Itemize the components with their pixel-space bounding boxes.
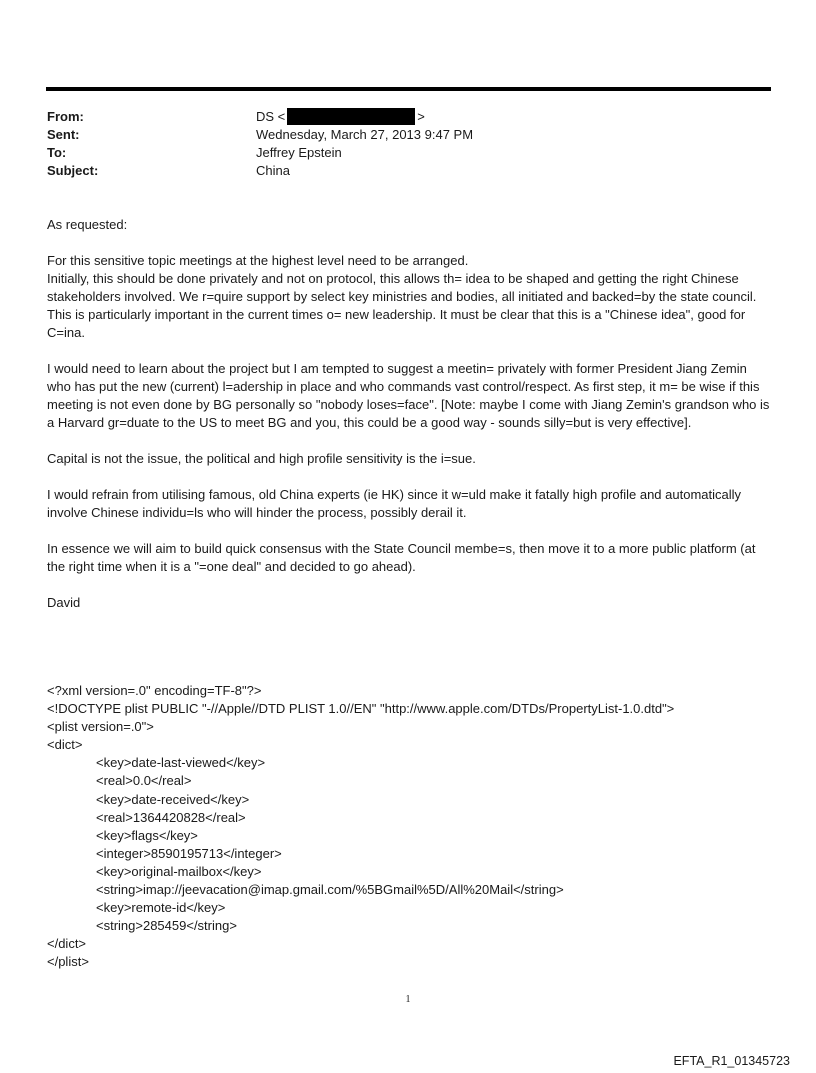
document-id: EFTA_R1_01345723 <box>673 1054 790 1068</box>
plist-line: <real>1364420828</real> <box>96 809 246 825</box>
from-name: DS < <box>256 109 286 124</box>
from-label: From: <box>47 109 84 124</box>
plist-line: <?xml version=.0" encoding=TF-8"?> <box>47 683 262 698</box>
to-value: Jeffrey Epstein <box>256 145 342 160</box>
paragraph-1 <box>47 252 772 342</box>
from-suffix: > <box>417 109 425 124</box>
to-label: To: <box>47 145 67 160</box>
from-value <box>256 108 425 126</box>
subject-label: Subject: <box>47 163 99 178</box>
page-number: 1 <box>405 994 411 1005</box>
paragraph-2: I would need to learn about the project but I am tempted to suggest a meetin= privately with former President Jiang Zemin who has put the new (current) l=adership in place and who commands vast control/respect. As first step, it m= be wise if this meeting is not even done by BG personally so "nobody loses=face". [Note: maybe I come with Jiang Zemin's grandson who is a Harvard gr=duate to the US to meet BG and you, this could be a good way - sounds silly=but is very effective]. <box>47 361 770 430</box>
plist-line: <plist version=.0"> <box>47 719 154 735</box>
header-rule <box>46 87 771 91</box>
plist-line: <string>imap://jeevacation@imap.gmail.com/%5BGmail%5D/All%20Mail</string> <box>96 882 564 898</box>
paragraph-1-first-line: For this sensitive topic meetings at the highest level need to be arranged. <box>47 253 469 268</box>
email-body <box>47 216 772 630</box>
paragraph-3: Capital is not the issue, the political and high profile sensitivity is the i=sue. <box>47 451 476 466</box>
plist-line: <key>date-received</key> <box>96 791 250 807</box>
plist-line: <key>original-mailbox</key> <box>96 863 262 879</box>
plist-block <box>47 682 772 972</box>
plist-line: <!DOCTYPE plist PUBLIC "-//Apple//DTD PLIST 1.0//EN" "http://www.apple.com/DTDs/PropertyList-1.0.dtd"> <box>47 701 675 717</box>
signature: David <box>47 595 81 610</box>
plist-line: </dict> <box>47 936 87 952</box>
paragraph-4: I would refrain from utilising famous, old China experts (ie HK) since it w=uld make it fatally high profile and automatically involve Chinese individu=ls who will hinder the process, possibly derail it. <box>47 487 742 520</box>
plist-line: <key>remote-id</key> <box>96 900 226 916</box>
plist-line: <key>date-last-viewed</key> <box>96 755 266 771</box>
paragraph-1-rest: Initially, this should be done privately and not on protocol, this allows th= idea to be shaped and getting the right Chinese stakeholders involved. We r=quire support by select key ministries and bodies, all initiated and backed=by the state council. This is particularly important in the current times o= new leadership. It must be clear that this is a "Chinese idea", good for C=ina. <box>47 271 757 340</box>
plist-line: <key>flags</key> <box>96 827 198 843</box>
plist-line: <string>285459</string> <box>96 918 237 934</box>
sent-value: Wednesday, March 27, 2013 9:47 PM <box>256 127 474 142</box>
sent-label: Sent: <box>47 127 80 142</box>
paragraph-5: In essence we will aim to build quick consensus with the State Council membe=s, then move it to a more public platform (at the right time when it is a "=one deal" and decided to go ahead). <box>47 541 756 574</box>
plist-line: </plist> <box>47 954 89 970</box>
greeting: As requested: <box>47 217 128 232</box>
plist-line: <integer>8590195713</integer> <box>96 845 282 861</box>
subject-value: China <box>256 163 290 178</box>
plist-line: <real>0.0</real> <box>96 773 192 789</box>
redaction-box <box>287 108 415 125</box>
plist-line: <dict> <box>47 737 83 753</box>
